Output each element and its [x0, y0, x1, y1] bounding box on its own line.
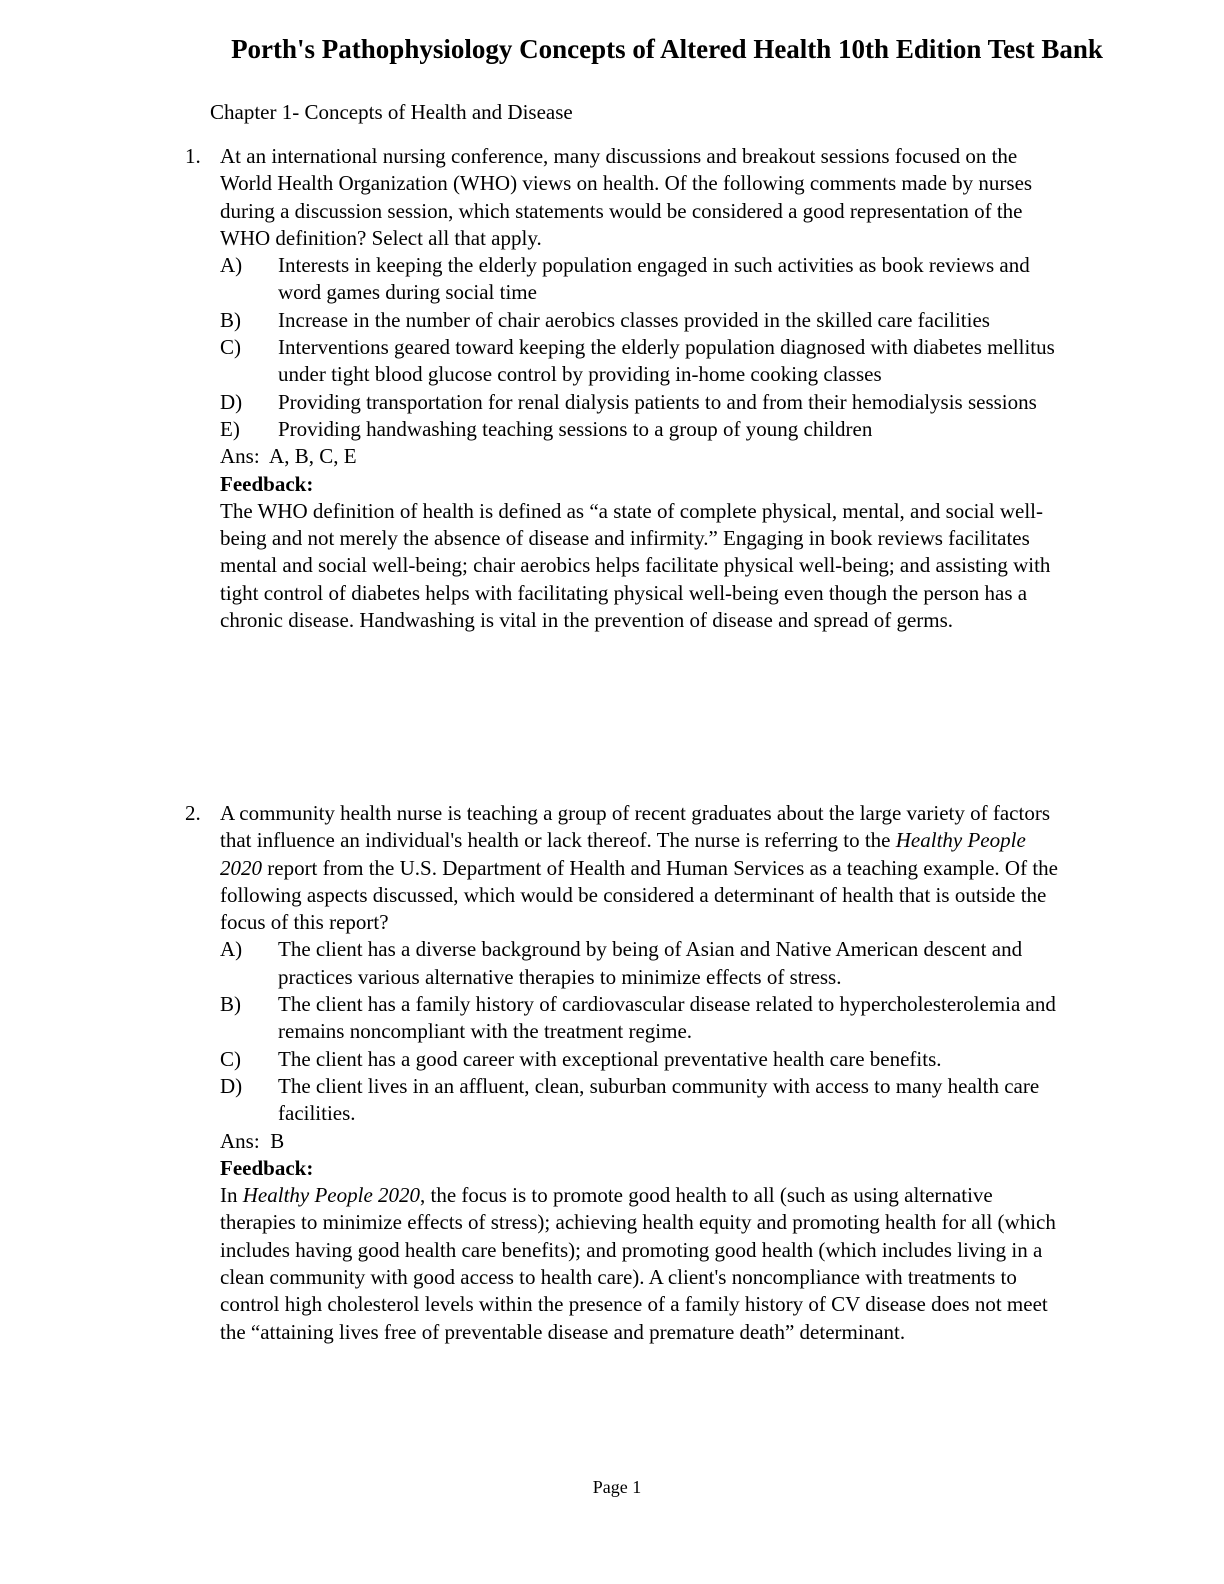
feedback-text — [220, 1182, 1065, 1346]
answer-label: Ans: — [220, 1128, 260, 1153]
option-b — [220, 991, 1065, 1046]
report-title: Healthy People 2020 — [242, 1183, 421, 1208]
question-2 — [185, 800, 1065, 1346]
page-number: Page 1 — [592, 1477, 642, 1497]
option-letter: E) — [220, 416, 240, 441]
option-letter: D) — [220, 389, 243, 414]
question-number: 1. — [185, 144, 201, 168]
option-d — [220, 1073, 1065, 1128]
question-1 — [185, 143, 1065, 634]
report-title: Healthy People 2020 — [220, 828, 1026, 880]
option-text: The client has a good career with exceptional preventative health care benefits. — [278, 1046, 942, 1071]
option-d — [220, 389, 1065, 416]
option-a — [220, 936, 1065, 991]
option-letter: C) — [220, 1046, 241, 1071]
option-text: Interests in keeping the elderly population engaged in such activities as book reviews and word games during social time — [278, 253, 1030, 305]
option-text: Providing transportation for renal dialysis patients to and from their hemodialysis sessions — [278, 389, 1037, 414]
answer-line — [220, 443, 1065, 470]
question-stem — [185, 143, 1065, 252]
chapter-heading: Chapter 1- Concepts of Health and Disease — [210, 100, 573, 124]
option-c — [220, 334, 1065, 389]
option-text: The client has a diverse background by being of Asian and Native American descent and practices various alternative therapies to minimize effects of stress. — [278, 937, 1023, 989]
option-c — [220, 1046, 1065, 1073]
option-text: The client has a family history of cardiovascular disease related to hypercholesterolemia and remains noncompliant with the treatment regime. — [278, 992, 1056, 1044]
option-text: Providing handwashing teaching sessions to a group of young children — [278, 416, 873, 441]
option-letter: D) — [220, 1073, 243, 1098]
feedback-text: The WHO definition of health is defined as “a state of complete physical, mental, and social well-being and not merely the absence of disease and infirmity.” Engaging in book reviews facilitates mental and social well-being; chair aerobics helps facilitate physical well-being; and assisting with tight control of diabetes helps with facilitating physical well-being even though the person has a chronic disease. Handwashing is vital in the prevention of disease and spread of germs. — [220, 498, 1051, 633]
question-text — [220, 800, 1065, 936]
option-letter: A) — [220, 253, 243, 278]
page-title: Porth's Pathophysiology Concepts of Altered Health 10th Edition Test Bank — [231, 34, 1103, 64]
option-text: The client lives in an affluent, clean, suburban community with access to many health care facilities. — [278, 1073, 1040, 1126]
question-number: 2. — [185, 801, 201, 825]
option-letter: B) — [220, 307, 241, 332]
option-text: Increase in the number of chair aerobics classes provided in the skilled care facilities — [278, 307, 990, 332]
option-e — [220, 416, 1065, 443]
option-letter: A) — [220, 937, 243, 962]
feedback-text-part: , the focus is to promote good health to all (such as using alternative therapies to minimize effects of stress); achieving health equity and promoting health for all (which includes having good health care benefits); and promoting good health (which includes living in a clean community with good access to health care). A client's noncompliance with treatments to control high cholesterol levels within the presence of a family history of CV disease does not meet the “attaining lives free of preventable disease and premature death” determinant. — [220, 1183, 1056, 1344]
feedback-heading: Feedback: — [220, 1155, 314, 1180]
question-text-part: A community health nurse is teaching a group of recent graduates about the large variety of factors that influence an individual's health or lack thereof. The nurse is referring to the — [220, 801, 1050, 853]
question-stem — [185, 800, 1065, 936]
feedback-heading: Feedback: — [220, 471, 314, 496]
feedback-text-part: In — [220, 1183, 243, 1208]
answer-value: B — [270, 1128, 285, 1153]
option-text: Interventions geared toward keeping the elderly population diagnosed with diabetes mellitus under tight blood glucose control by providing in-home cooking classes — [278, 335, 1055, 387]
answer-line — [220, 1128, 1065, 1155]
question-text-part: report from the U.S. Department of Health and Human Services as a teaching example. Of the following aspects discussed, which would be considered a determinant of health that is outside the focus of this report? — [220, 855, 1058, 935]
option-letter: C) — [220, 335, 241, 360]
option-b — [220, 307, 1065, 334]
answer-label: Ans: — [220, 444, 260, 469]
answer-value: A, B, C, E — [269, 444, 357, 469]
option-letter: B) — [220, 992, 241, 1017]
option-a — [220, 252, 1065, 307]
question-text: At an international nursing conference, many discussions and breakout sessions focused on the World Health Organization (WHO) views on health. Of the following comments made by nurses during a discussion session, which statements would be considered a good representation of the WHO definition? Select all that apply. — [220, 144, 1033, 250]
